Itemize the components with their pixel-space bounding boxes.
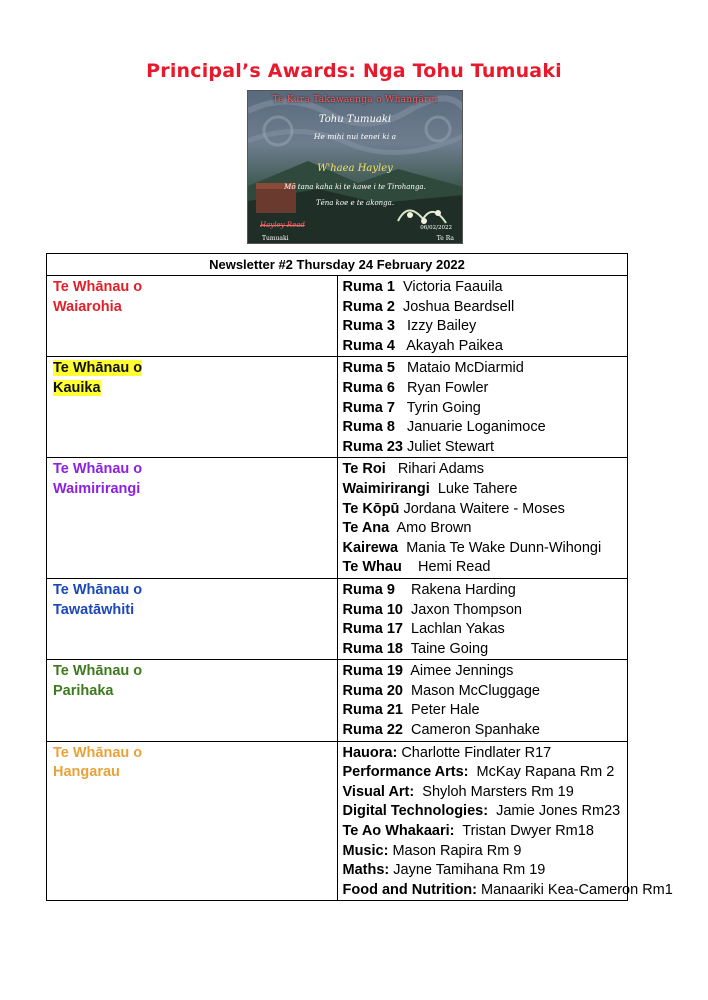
- award-recipient: Rakena Harding: [411, 581, 516, 598]
- house-name-cell: [47, 578, 338, 659]
- award-spacer: [398, 540, 406, 556]
- award-recipient: Joshua Beardsell: [402, 298, 515, 315]
- award-recipient: Izzy Bailey: [406, 318, 477, 335]
- award-entry: [343, 337, 628, 357]
- award-entry: [343, 640, 628, 660]
- award-label: Performance Arts:: [342, 764, 469, 781]
- house-name-cell: [47, 741, 338, 901]
- house-name-line-2: Parihaka: [53, 682, 114, 699]
- house-name-line-2: Waiarohia: [53, 298, 122, 315]
- award-recipient: Manaariki Kea-Cameron Rm1: [481, 881, 673, 898]
- award-recipient: Peter Hale: [411, 702, 480, 719]
- house-name-line-2: Waimirirangi: [53, 480, 141, 497]
- certificate-date: 06/02/2022: [420, 225, 452, 231]
- award-entry: [343, 298, 628, 318]
- award-spacer: [430, 481, 438, 497]
- award-label: Te Whau: [342, 559, 402, 576]
- certificate-school: Te Kura Takawaenga o Whangārei: [272, 95, 438, 105]
- newsletter-header: Newsletter #2 Thursday 24 February 2022: [47, 254, 628, 276]
- award-label: Te Kōpū: [342, 500, 400, 517]
- certificate-line-1: He mihi nui tenei ki a: [313, 132, 397, 141]
- award-entry: [343, 359, 628, 379]
- award-list-cell: [337, 578, 628, 659]
- award-recipient: Rihari Adams: [397, 461, 485, 478]
- award-entry: [343, 399, 628, 419]
- house-row: [47, 357, 628, 458]
- award-list-cell: [337, 357, 628, 458]
- award-label: Ruma 8: [342, 419, 395, 436]
- award-entry: [343, 601, 628, 621]
- award-label: Ruma 9: [342, 581, 395, 598]
- award-entry: [343, 539, 628, 559]
- award-label: Ruma 20: [342, 682, 403, 699]
- award-label: Ruma 17: [342, 621, 403, 638]
- award-label: Ruma 7: [342, 399, 395, 416]
- award-entry: [343, 662, 628, 682]
- house-name-line-1: Te Whānau o: [53, 581, 143, 598]
- award-label: Kairewa: [342, 539, 399, 556]
- page-title: Principal’s Awards: Nga Tohu Tumuaki: [146, 60, 562, 82]
- award-recipient: Mason Rapira Rm 9: [392, 842, 522, 859]
- award-recipient: Hemi Read: [417, 559, 491, 576]
- award-spacer: [403, 602, 411, 618]
- certificate-team: Te Ra: [436, 235, 454, 242]
- award-spacer: [395, 279, 403, 295]
- award-spacer: [395, 400, 407, 416]
- award-recipient: Akayah Paikea: [406, 337, 503, 354]
- award-recipient: Victoria Faauila: [402, 279, 503, 295]
- award-label: Ruma 4: [342, 337, 395, 354]
- certificate-heading: Tohu Tumuaki: [318, 114, 392, 125]
- award-entry: [343, 460, 628, 480]
- award-spacer: [395, 419, 407, 435]
- award-spacer: [468, 764, 476, 780]
- award-spacer: [403, 621, 411, 637]
- awards-body: [47, 276, 673, 901]
- award-entry: [343, 802, 628, 822]
- award-label: Te Roi: [342, 461, 386, 478]
- award-recipient: Juliet Stewart: [406, 438, 495, 455]
- award-spacer: [395, 318, 407, 334]
- award-spacer: [403, 683, 411, 699]
- award-entry: [343, 682, 628, 702]
- award-entry: [343, 317, 628, 337]
- award-recipient: Jayne Tamihana Rm 19: [393, 862, 546, 879]
- award-spacer: [395, 338, 406, 354]
- award-label: Food and Nutrition:: [342, 881, 477, 898]
- award-spacer: [395, 582, 411, 598]
- award-recipient: Jordana Waitere - Moses: [403, 500, 565, 517]
- award-entry: [343, 581, 628, 601]
- award-entry: [343, 418, 628, 438]
- award-recipient: Tristan Dwyer Rm18: [462, 823, 594, 840]
- award-label: Ruma 10: [342, 601, 403, 618]
- award-spacer: [395, 299, 403, 315]
- award-label: Ruma 21: [342, 702, 403, 719]
- award-label: Ruma 22: [342, 722, 403, 739]
- award-entry: [343, 500, 628, 520]
- award-list-cell: [337, 741, 673, 901]
- award-label: Maths:: [342, 862, 390, 879]
- house-name-line-1: Te Whānau o: [53, 360, 143, 377]
- house-name-cell: [47, 660, 338, 741]
- certificate-line-3: Tēna koe e te akonga.: [315, 199, 395, 207]
- award-recipient: Mason McCluggage: [411, 682, 540, 699]
- award-entry: [343, 379, 628, 399]
- certificate-recipient: W'haea Hayley: [317, 163, 393, 174]
- award-entry: [343, 558, 628, 578]
- house-name-line-2: Hangarau: [53, 764, 120, 781]
- award-entry: [343, 842, 628, 862]
- house-name-cell: [47, 458, 338, 579]
- award-entry: [343, 480, 628, 500]
- award-recipient: Januarie Loganimoce: [406, 419, 546, 436]
- award-entry: [343, 861, 628, 881]
- house-name-line-1: Te Whānau o: [53, 744, 143, 761]
- award-label: Visual Art:: [342, 783, 415, 800]
- award-entry: [343, 620, 628, 640]
- award-list-cell: [337, 276, 628, 357]
- award-entry: [343, 701, 628, 721]
- award-label: Ruma 1: [342, 279, 395, 295]
- award-recipient: Shyloh Marsters Rm 19: [422, 783, 574, 800]
- award-spacer: [395, 360, 407, 376]
- award-label: Te Ana: [342, 520, 390, 537]
- award-recipient: Luke Tahere: [437, 480, 518, 497]
- house-name-line-2: Tawatāwhiti: [53, 601, 135, 618]
- award-entry: [343, 783, 628, 803]
- award-label: Waimirirangi: [342, 480, 430, 497]
- award-recipient: Ryan Fowler: [406, 379, 489, 396]
- award-label: Te Ao Whakaari:: [342, 823, 455, 840]
- award-recipient: Mania Te Wake Dunn-Wihongi: [406, 539, 602, 556]
- house-name-line-1: Te Whānau o: [53, 663, 143, 680]
- award-label: Ruma 3: [342, 318, 395, 335]
- award-recipient: Jamie Jones Rm23: [496, 803, 621, 820]
- award-recipient: Tyrin Going: [406, 399, 481, 416]
- award-recipient: Jaxon Thompson: [411, 601, 522, 618]
- house-name-cell: [47, 357, 338, 458]
- house-name-line-1: Te Whānau o: [53, 461, 143, 478]
- award-spacer: [403, 722, 411, 738]
- award-recipient: McKay Rapana Rm 2: [476, 764, 615, 781]
- house-row: [47, 578, 628, 659]
- award-recipient: Cameron Spanhake: [411, 722, 540, 739]
- award-entry: [343, 721, 628, 741]
- award-recipient: Mataio McDiarmid: [406, 360, 524, 377]
- house-row: [47, 276, 628, 357]
- award-spacer: [402, 559, 418, 575]
- certificate-signer-title: Tumuaki: [262, 235, 289, 242]
- house-row: [47, 660, 628, 741]
- award-recipient: Amo Brown: [396, 520, 472, 537]
- award-spacer: [403, 702, 411, 718]
- house-row: [47, 741, 628, 901]
- award-recipient: Aimee Jennings: [410, 663, 514, 680]
- award-entry: [343, 519, 628, 539]
- certificate-signature: Hayley Read: [260, 221, 305, 229]
- award-entry: [343, 438, 628, 458]
- award-entry: [343, 822, 628, 842]
- awards-table: [46, 253, 673, 901]
- house-name-cell: [47, 276, 338, 357]
- award-entry: [343, 763, 628, 783]
- award-list-cell: [337, 660, 628, 741]
- certificate-image: [247, 90, 463, 244]
- award-label: Ruma 5: [342, 360, 395, 377]
- award-recipient: Taine Going: [410, 640, 489, 657]
- award-label: Hauora:: [342, 744, 398, 761]
- award-recipient: Charlotte Findlater R17: [401, 744, 552, 761]
- award-label: Ruma 18: [342, 640, 403, 657]
- house-name-line-1: Te Whānau o: [53, 279, 143, 295]
- award-label: Ruma 23: [342, 438, 403, 455]
- award-entry: [343, 278, 628, 298]
- award-entry: [342, 881, 673, 901]
- award-recipient: Lachlan Yakas: [411, 621, 505, 638]
- award-spacer: [386, 461, 398, 477]
- house-name-line-2: Kauika: [53, 379, 101, 396]
- award-spacer: [389, 520, 396, 536]
- certificate-line-2: Mō tana kaha ki te kawe i te Tirohanga.: [284, 183, 426, 191]
- award-spacer: [488, 803, 496, 819]
- house-row: [47, 458, 628, 579]
- award-list-cell: [337, 458, 628, 579]
- award-label: Digital Technologies:: [342, 803, 489, 820]
- award-spacer: [395, 380, 407, 396]
- award-label: Ruma 19: [342, 663, 403, 680]
- award-label: Ruma 2: [342, 298, 395, 315]
- award-entry: [343, 744, 628, 764]
- award-spacer: [403, 641, 411, 657]
- award-label: Music:: [342, 842, 389, 859]
- award-label: Ruma 6: [342, 379, 395, 396]
